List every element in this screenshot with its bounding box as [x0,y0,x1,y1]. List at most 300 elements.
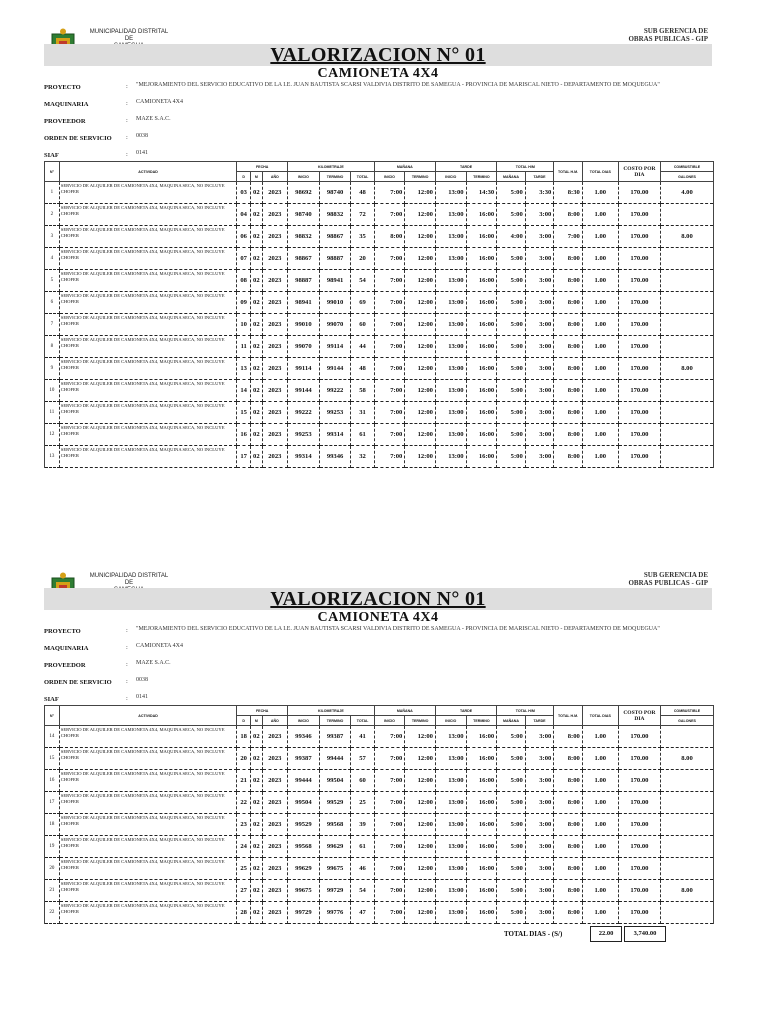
km-end: 98740 [319,182,351,204]
activity-cell: SERVICIO DE ALQUILER DE CAMIONETA 4X4, MAQUINA SECA, NO INCLUYE CHOFER [59,902,237,924]
date-day: 14 [237,380,251,402]
hm-morning: 5:00 [497,814,526,836]
subgerencia-name [628,571,708,587]
info-row [44,133,714,143]
morning-end: 12:00 [405,248,436,270]
date-month: 02 [251,248,263,270]
info-label: SIAF [44,152,59,159]
km-start: 98941 [288,292,320,314]
valorizacion-sheet-2 [44,570,714,946]
km-end: 99253 [319,402,351,424]
col-km-termino-header: TERMINO [319,172,351,182]
subgerencia-line: SUB GERENCIA DE [643,571,708,579]
total-days: 1.00 [582,446,618,468]
km-total: 48 [351,358,374,380]
morning-start: 7:00 [374,902,405,924]
morning-start: 7:00 [374,880,405,902]
fuel-gallons [661,292,714,314]
km-start: 99568 [288,836,320,858]
info-value: 0038 [136,677,148,683]
info-row [44,150,714,160]
date-year: 2023 [262,248,287,270]
fuel-gallons [661,770,714,792]
info-value: 0038 [136,133,148,139]
table-row [45,836,714,858]
hm-morning: 5:00 [497,902,526,924]
activity-cell: SERVICIO DE ALQUILER DE CAMIONETA 4X4, MAQUINA SECA, NO INCLUYE CHOFER [59,770,237,792]
morning-end: 12:00 [405,836,436,858]
sheet-header [44,570,714,626]
morning-start: 7:00 [374,336,405,358]
fuel-gallons [661,792,714,814]
hm-afternoon: 3:00 [525,792,554,814]
morning-end: 12:00 [405,226,436,248]
col-combustible-header: COMBUSTIBLE [661,162,714,172]
km-total: 47 [351,902,374,924]
info-label: SIAF [44,696,59,703]
morning-end: 12:00 [405,814,436,836]
km-start: 99010 [288,314,320,336]
km-end: 98887 [319,248,351,270]
fuel-gallons [661,424,714,446]
hm-morning: 5:00 [497,182,526,204]
hm-afternoon: 3:00 [525,380,554,402]
afternoon-start: 13:00 [435,336,466,358]
col-fecha-header: FECHA [237,162,288,172]
date-day: 07 [237,248,251,270]
afternoon-end: 16:00 [466,226,497,248]
hm-morning: 5:00 [497,204,526,226]
afternoon-end: 16:00 [466,380,497,402]
hm-morning: 5:00 [497,292,526,314]
date-year: 2023 [262,314,287,336]
morning-end: 12:00 [405,858,436,880]
col-actividad-header: ACTIVIDAD [59,706,237,726]
date-month: 02 [251,858,263,880]
cost-per-day: 170.00 [618,726,660,748]
totals-label: TOTAL DIAS - (S/) [504,930,563,938]
afternoon-end: 16:00 [466,270,497,292]
total-hm: 8:00 [554,314,583,336]
row-number: 13 [45,446,60,468]
fuel-gallons [661,336,714,358]
km-end: 99444 [319,748,351,770]
fuel-gallons: 4.00 [661,182,714,204]
date-month: 02 [251,336,263,358]
afternoon-start: 13:00 [435,314,466,336]
morning-start: 7:00 [374,792,405,814]
afternoon-start: 13:00 [435,182,466,204]
cost-per-day: 170.00 [618,814,660,836]
afternoon-start: 13:00 [435,726,466,748]
cost-per-day: 170.00 [618,314,660,336]
hm-morning: 5:00 [497,726,526,748]
km-start: 99504 [288,792,320,814]
project-info [44,626,714,704]
table-row [45,792,714,814]
cost-per-day: 170.00 [618,748,660,770]
km-start: 99253 [288,424,320,446]
info-colon: : [126,661,128,668]
hm-morning: 5:00 [497,880,526,902]
col-kilometraje-header: KILOMETRAJE [288,706,375,716]
total-hm: 8:00 [554,814,583,836]
km-total: 61 [351,836,374,858]
activity-cell: SERVICIO DE ALQUILER DE CAMIONETA 4X4, MAQUINA SECA, NO INCLUYE CHOFER [59,748,237,770]
afternoon-start: 13:00 [435,292,466,314]
col-n-header: N° [45,162,60,182]
morning-start: 7:00 [374,314,405,336]
total-hm: 7:00 [554,226,583,248]
morning-start: 7:00 [374,402,405,424]
km-start: 99314 [288,446,320,468]
activity-cell: SERVICIO DE ALQUILER DE CAMIONETA 4X4, MAQUINA SECA, NO INCLUYE CHOFER [59,446,237,468]
km-end: 99504 [319,770,351,792]
afternoon-start: 13:00 [435,858,466,880]
date-month: 02 [251,880,263,902]
morning-start: 7:00 [374,270,405,292]
afternoon-end: 16:00 [466,902,497,924]
col-hm-tarde-header: TARDE [525,172,554,182]
date-year: 2023 [262,446,287,468]
total-hm: 8:30 [554,182,583,204]
km-end: 99144 [319,358,351,380]
cost-per-day: 170.00 [618,336,660,358]
activity-cell: SERVICIO DE ALQUILER DE CAMIONETA 4X4, MAQUINA SECA, NO INCLUYE CHOFER [59,292,237,314]
row-number: 12 [45,424,60,446]
col-total-hm-sum-header: TOTAL H.M. [554,706,583,726]
afternoon-start: 13:00 [435,792,466,814]
row-number: 21 [45,880,60,902]
date-year: 2023 [262,858,287,880]
afternoon-end: 16:00 [466,336,497,358]
hm-morning: 5:00 [497,358,526,380]
morning-end: 12:00 [405,792,436,814]
total-amount-value: 3,740.00 [624,926,666,942]
hm-morning: 5:00 [497,770,526,792]
subgerencia-name [628,27,708,43]
col-anio-header: AÑO [262,172,287,182]
valorizacion-sheet-1 [44,26,714,468]
date-year: 2023 [262,770,287,792]
table-row [45,182,714,204]
date-day: 03 [237,182,251,204]
total-days: 1.00 [582,314,618,336]
km-end: 98941 [319,270,351,292]
km-start: 98692 [288,182,320,204]
fuel-gallons [661,858,714,880]
col-km-total-header: TOTAL [351,172,374,182]
hm-afternoon: 3:00 [525,292,554,314]
info-colon: : [126,627,128,634]
total-hm: 8:00 [554,424,583,446]
km-end: 99346 [319,446,351,468]
valorization-table [44,705,714,924]
afternoon-end: 16:00 [466,726,497,748]
date-year: 2023 [262,402,287,424]
fuel-gallons: 8.00 [661,880,714,902]
info-colon: : [126,117,128,124]
total-days: 1.00 [582,402,618,424]
hm-morning: 5:00 [497,792,526,814]
date-month: 02 [251,380,263,402]
col-tarde-header: TARDE [435,706,496,716]
km-start: 99529 [288,814,320,836]
afternoon-start: 13:00 [435,748,466,770]
afternoon-start: 13:00 [435,836,466,858]
hm-afternoon: 3:00 [525,424,554,446]
date-month: 02 [251,292,263,314]
km-end: 99222 [319,380,351,402]
date-month: 02 [251,182,263,204]
km-start: 98887 [288,270,320,292]
date-day: 16 [237,424,251,446]
total-days: 1.00 [582,424,618,446]
morning-start: 7:00 [374,814,405,836]
activity-cell: SERVICIO DE ALQUILER DE CAMIONETA 4X4, MAQUINA SECA, NO INCLUYE CHOFER [59,204,237,226]
info-value: 0141 [136,150,148,156]
activity-cell: SERVICIO DE ALQUILER DE CAMIONETA 4X4, MAQUINA SECA, NO INCLUYE CHOFER [59,248,237,270]
date-year: 2023 [262,226,287,248]
afternoon-end: 16:00 [466,204,497,226]
afternoon-start: 13:00 [435,358,466,380]
date-day: 17 [237,446,251,468]
info-row [44,694,714,704]
col-galones-header: GALONES [661,716,714,726]
date-year: 2023 [262,748,287,770]
col-costo-dia-header: COSTO POR DIA [618,162,660,182]
km-total: 41 [351,726,374,748]
hm-morning: 5:00 [497,248,526,270]
info-label: PROVEEDOR [44,118,86,125]
morning-start: 7:00 [374,182,405,204]
info-colon: : [126,678,128,685]
hm-morning: 5:00 [497,314,526,336]
date-year: 2023 [262,380,287,402]
activity-cell: SERVICIO DE ALQUILER DE CAMIONETA 4X4, MAQUINA SECA, NO INCLUYE CHOFER [59,792,237,814]
afternoon-end: 16:00 [466,748,497,770]
col-m-header: M [251,716,263,726]
km-end: 99387 [319,726,351,748]
info-label: ORDEN DE SERVICIO [44,679,112,686]
total-days: 1.00 [582,858,618,880]
km-start: 99387 [288,748,320,770]
fuel-gallons [661,402,714,424]
activity-cell: SERVICIO DE ALQUILER DE CAMIONETA 4X4, MAQUINA SECA, NO INCLUYE CHOFER [59,814,237,836]
afternoon-end: 16:00 [466,792,497,814]
date-month: 02 [251,424,263,446]
morning-start: 7:00 [374,446,405,468]
cost-per-day: 170.00 [618,902,660,924]
afternoon-start: 13:00 [435,226,466,248]
col-hm-manana-header: MAÑANA [497,172,526,182]
total-days: 1.00 [582,836,618,858]
col-total-hm-header: TOTAL H/M [497,706,554,716]
cost-per-day: 170.00 [618,380,660,402]
afternoon-end: 16:00 [466,446,497,468]
morning-start: 7:00 [374,204,405,226]
table-row [45,402,714,424]
afternoon-start: 13:00 [435,446,466,468]
afternoon-end: 16:00 [466,402,497,424]
hm-morning: 5:00 [497,402,526,424]
totals-row [44,926,714,946]
km-total: 60 [351,314,374,336]
km-total: 35 [351,226,374,248]
table-row [45,380,714,402]
hm-afternoon: 3:00 [525,446,554,468]
morning-start: 7:00 [374,380,405,402]
table-row [45,814,714,836]
hm-morning: 4:00 [497,226,526,248]
date-year: 2023 [262,182,287,204]
afternoon-start: 13:00 [435,814,466,836]
km-start: 99675 [288,880,320,902]
col-tarde-inicio-header: INICIO [435,172,466,182]
col-m-header: M [251,172,263,182]
km-start: 99114 [288,358,320,380]
date-year: 2023 [262,204,287,226]
date-month: 02 [251,836,263,858]
col-d-header: D [237,716,251,726]
subgerencia-line: OBRAS PUBLICAS - GIP [628,35,708,43]
hm-afternoon: 3:00 [525,402,554,424]
col-km-total-header: TOTAL [351,716,374,726]
fuel-gallons [661,902,714,924]
info-value: CAMIONETA 4X4 [136,643,184,649]
info-value: "MEJORAMIENTO DEL SERVICIO EDUCATIVO DE LA I.E. JUAN BAUTISTA SCARSI VALDIVIA DISTRITO DE SAMEGUA - PROVINCIA DE MARISCAL NIETO - DEPARTAMENTO DE MOQUEGUA" [136,626,660,632]
activity-cell: SERVICIO DE ALQUILER DE CAMIONETA 4X4, MAQUINA SECA, NO INCLUYE CHOFER [59,402,237,424]
morning-end: 12:00 [405,358,436,380]
info-row [44,643,714,653]
hm-morning: 5:00 [497,380,526,402]
date-month: 02 [251,902,263,924]
col-manana-termino-header: TERMINO [405,716,436,726]
date-day: 04 [237,204,251,226]
col-km-termino-header: TERMINO [319,716,351,726]
col-hm-manana-header: MAÑANA [497,716,526,726]
date-year: 2023 [262,836,287,858]
km-total: 25 [351,792,374,814]
total-hm: 8:00 [554,204,583,226]
date-month: 02 [251,770,263,792]
date-day: 09 [237,292,251,314]
municipality-line: MUNICIPALIDAD DISTRITAL DE [89,573,169,586]
km-end: 99568 [319,814,351,836]
km-end: 99776 [319,902,351,924]
col-d-header: D [237,172,251,182]
date-year: 2023 [262,358,287,380]
morning-end: 12:00 [405,336,436,358]
hm-afternoon: 3:00 [525,814,554,836]
info-colon: : [126,100,128,107]
total-hm: 8:00 [554,836,583,858]
hm-afternoon: 3:30 [525,182,554,204]
date-month: 02 [251,402,263,424]
cost-per-day: 170.00 [618,402,660,424]
table-row [45,336,714,358]
afternoon-end: 16:00 [466,814,497,836]
km-total: 54 [351,880,374,902]
col-tarde-termino-header: TERMINO [466,172,497,182]
activity-cell: SERVICIO DE ALQUILER DE CAMIONETA 4X4, MAQUINA SECA, NO INCLUYE CHOFER [59,314,237,336]
date-month: 02 [251,814,263,836]
date-day: 25 [237,858,251,880]
total-days: 1.00 [582,770,618,792]
date-day: 08 [237,270,251,292]
date-year: 2023 [262,424,287,446]
fuel-gallons [661,446,714,468]
total-days: 1.00 [582,204,618,226]
row-number: 10 [45,380,60,402]
fuel-gallons [661,380,714,402]
row-number: 18 [45,814,60,836]
morning-start: 7:00 [374,248,405,270]
table-row [45,292,714,314]
col-tarde-inicio-header: INICIO [435,716,466,726]
morning-end: 12:00 [405,446,436,468]
total-days: 1.00 [582,358,618,380]
km-total: 69 [351,292,374,314]
morning-start: 8:00 [374,226,405,248]
col-manana-inicio-header: INICIO [374,716,405,726]
total-days: 1.00 [582,380,618,402]
hm-afternoon: 3:00 [525,880,554,902]
hm-afternoon: 3:00 [525,748,554,770]
row-number: 11 [45,402,60,424]
col-n-header: N° [45,706,60,726]
total-days: 1.00 [582,902,618,924]
afternoon-end: 16:00 [466,314,497,336]
row-number: 7 [45,314,60,336]
hm-afternoon: 3:00 [525,248,554,270]
total-days-value: 22.00 [590,926,622,942]
col-tarde-termino-header: TERMINO [466,716,497,726]
col-combustible-header: COMBUSTIBLE [661,706,714,716]
km-end: 99114 [319,336,351,358]
subgerencia-line: SUB GERENCIA DE [643,27,708,35]
hm-afternoon: 3:00 [525,726,554,748]
total-days: 1.00 [582,814,618,836]
row-number: 22 [45,902,60,924]
afternoon-start: 13:00 [435,880,466,902]
col-anio-header: AÑO [262,716,287,726]
total-hm: 8:00 [554,726,583,748]
activity-cell: SERVICIO DE ALQUILER DE CAMIONETA 4X4, MAQUINA SECA, NO INCLUYE CHOFER [59,358,237,380]
afternoon-end: 16:00 [466,880,497,902]
km-total: 57 [351,748,374,770]
activity-cell: SERVICIO DE ALQUILER DE CAMIONETA 4X4, MAQUINA SECA, NO INCLUYE CHOFER [59,336,237,358]
hm-morning: 5:00 [497,270,526,292]
total-hm: 8:00 [554,880,583,902]
row-number: 3 [45,226,60,248]
fuel-gallons [661,814,714,836]
row-number: 2 [45,204,60,226]
total-hm: 8:00 [554,270,583,292]
activity-cell: SERVICIO DE ALQUILER DE CAMIONETA 4X4, MAQUINA SECA, NO INCLUYE CHOFER [59,226,237,248]
info-colon: : [126,83,128,90]
afternoon-end: 16:00 [466,858,497,880]
km-total: 39 [351,814,374,836]
total-hm: 8:00 [554,792,583,814]
total-hm: 8:00 [554,858,583,880]
afternoon-end: 16:00 [466,248,497,270]
info-label: PROYECTO [44,628,81,635]
header-row-top [45,706,714,716]
cost-per-day: 170.00 [618,226,660,248]
date-year: 2023 [262,814,287,836]
km-total: 72 [351,204,374,226]
